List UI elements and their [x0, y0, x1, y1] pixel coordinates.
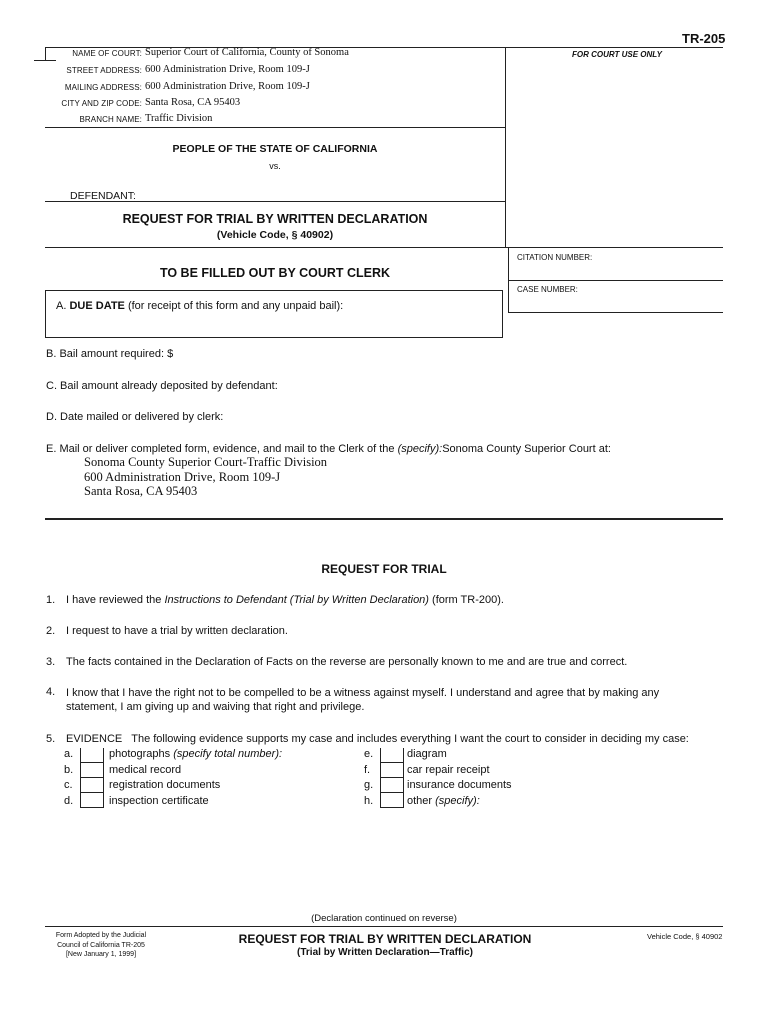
evidence-letter: f.	[364, 764, 371, 776]
item-5	[66, 733, 689, 745]
date-mailed: D. Date mailed or delivered by clerk:	[46, 411, 224, 423]
evidence-checkbox-insurance[interactable]	[380, 778, 404, 793]
evidence-checkbox-diagram[interactable]	[380, 748, 404, 763]
people-label: PEOPLE OF THE STATE OF CALIFORNIA	[172, 143, 378, 155]
clerk-address-line: 600 Administration Drive, Room 109-J	[84, 469, 281, 484]
evidence-rest: The following evidence supports my case and includes everything I want the court to consider in deciding my case:	[131, 733, 689, 745]
mail-to-clerk-value[interactable]: Sonoma County Superior Court at:	[442, 443, 611, 455]
vs-label: vs.	[269, 161, 281, 171]
bail-deposited: C. Bail amount already deposited by defendant:	[46, 380, 278, 392]
continued-note: (Declaration continued on reverse)	[311, 913, 457, 924]
due-date-bold: DUE DATE	[69, 300, 125, 312]
evidence-letter: h.	[364, 795, 374, 807]
form-number: TR-205	[682, 31, 726, 46]
clerk-address-line: Santa Rosa, CA 95403	[84, 484, 198, 498]
street-address-label: STREET ADDRESS:	[66, 66, 142, 75]
mailing-address-value[interactable]: 600 Administration Drive, Room 109-J	[145, 81, 310, 92]
item-5-num: 5.	[46, 733, 56, 745]
evidence-letter: g.	[364, 779, 374, 791]
due-date-rest: (for receipt of this form and any unpaid bail):	[127, 300, 344, 312]
evidence-checkbox-photographs[interactable]	[80, 748, 104, 763]
evidence-checkbox-medical-record[interactable]	[80, 763, 104, 778]
evidence-checkbox-car-repair[interactable]	[380, 763, 404, 778]
item-3-num: 3.	[46, 656, 56, 668]
corner-mark-vertical	[45, 47, 46, 61]
vehicle-code: Vehicle Code, § 40902	[647, 932, 723, 941]
court-name-value[interactable]: Superior Court of California, County of Sonoma	[145, 47, 349, 58]
form-title-sub: (Vehicle Code, § 40902)	[216, 229, 334, 241]
court-use-label: FOR COURT USE ONLY	[572, 50, 662, 59]
clerk-heading: TO BE FILLED OUT BY COURT CLERK	[159, 266, 391, 280]
court-info-bottom	[45, 127, 505, 128]
case-box-bottom	[508, 312, 723, 313]
mail-to-clerk-text: E. Mail or deliver completed form, evidence, and mail to the Clerk of the	[46, 443, 395, 455]
adopted-line: Council of California TR-205	[57, 941, 145, 949]
item-1-text-b: (form TR-200).	[432, 594, 504, 606]
due-date-label	[56, 300, 343, 312]
evidence-lead: EVIDENCE	[66, 733, 123, 745]
citation-number-label: CITATION NUMBER:	[517, 253, 593, 262]
evidence-letter: a.	[64, 748, 74, 760]
court-name-label: NAME OF COURT:	[72, 49, 142, 58]
section-divider	[45, 518, 723, 520]
evidence-specify: (specify total number):	[173, 748, 283, 760]
evidence-label-inspection: inspection certificate	[109, 795, 209, 807]
item-1-text-a: I have reviewed the	[66, 594, 162, 606]
item-2: I request to have a trial by written declaration.	[66, 625, 288, 637]
evidence-label: other	[407, 795, 433, 807]
city-zip-value[interactable]: Santa Rosa, CA 95403	[145, 97, 241, 108]
footer-title: REQUEST FOR TRIAL BY WRITTEN DECLARATION	[238, 932, 532, 946]
mailing-address-label: MAILING ADDRESS:	[64, 83, 142, 92]
mail-to-clerk-specify: (specify):	[397, 443, 443, 455]
mail-to-clerk	[46, 443, 611, 455]
due-date-box[interactable]	[45, 290, 503, 338]
defendant-label: DEFENDANT:	[70, 190, 136, 202]
item-2-num: 2.	[46, 625, 56, 637]
defendant-bottom	[45, 201, 505, 202]
branch-name-label: BRANCH NAME:	[79, 115, 142, 124]
item-1-num: 1.	[46, 594, 56, 606]
evidence-letter: d.	[64, 795, 74, 807]
adopted-note	[46, 931, 156, 960]
item-3: The facts contained in the Declaration of Facts on the reverse are personally known to me and are true and correct.	[66, 656, 628, 668]
city-zip-label: CITY AND ZIP CODE:	[61, 99, 142, 108]
court-use-divider	[505, 47, 506, 247]
evidence-label-registration: registration documents	[109, 779, 221, 791]
evidence-checkbox-inspection[interactable]	[80, 793, 104, 808]
evidence-label-diagram: diagram	[407, 748, 447, 760]
evidence-checkbox-registration[interactable]	[80, 778, 104, 793]
evidence-specify: (specify):	[435, 795, 480, 807]
evidence-label-car-repair: car repair receipt	[407, 764, 490, 776]
adopted-line: Form Adopted by the Judicial	[55, 932, 147, 939]
form-title: REQUEST FOR TRIAL BY WRITTEN DECLARATION	[122, 212, 428, 226]
request-heading: REQUEST FOR TRIAL	[321, 562, 447, 576]
clerk-address	[84, 455, 327, 499]
due-date-prefix: A.	[56, 300, 67, 312]
item-4-num: 4.	[46, 686, 56, 698]
branch-name-value[interactable]: Traffic Division	[145, 113, 213, 124]
evidence-label-other	[407, 795, 480, 807]
title-bottom	[45, 247, 723, 248]
footer-top-line	[45, 926, 723, 927]
citation-box-divider	[508, 280, 723, 281]
footer-subtitle: (Trial by Written Declaration—Traffic)	[297, 947, 473, 958]
evidence-letter: e.	[364, 748, 374, 760]
case-number-label: CASE NUMBER:	[517, 285, 578, 294]
item-1-italic: Instructions to Defendant (Trial by Written Declaration)	[164, 594, 429, 606]
evidence-label: photographs	[109, 748, 171, 760]
evidence-letter: c.	[64, 779, 73, 791]
evidence-letter: b.	[64, 764, 74, 776]
evidence-label-insurance: insurance documents	[407, 779, 512, 791]
clerk-address-line: Sonoma County Superior Court-Traffic Division	[84, 455, 328, 469]
item-4-line: I know that I have the right not to be compelled to be a witness against myself. I understand and agree that by making any	[66, 687, 660, 699]
adopted-line: [New January 1, 1999]	[65, 951, 137, 958]
item-4	[66, 686, 659, 714]
item-4-line: statement, I am giving up and waiving that right and privilege.	[66, 701, 365, 713]
evidence-checkbox-other[interactable]	[380, 793, 404, 808]
evidence-label-medical-record: medical record	[109, 764, 182, 776]
item-1	[66, 594, 504, 606]
street-address-value[interactable]: 600 Administration Drive, Room 109-J	[145, 64, 310, 75]
evidence-label-photographs	[109, 748, 282, 760]
bail-required: B. Bail amount required: $	[46, 348, 174, 360]
